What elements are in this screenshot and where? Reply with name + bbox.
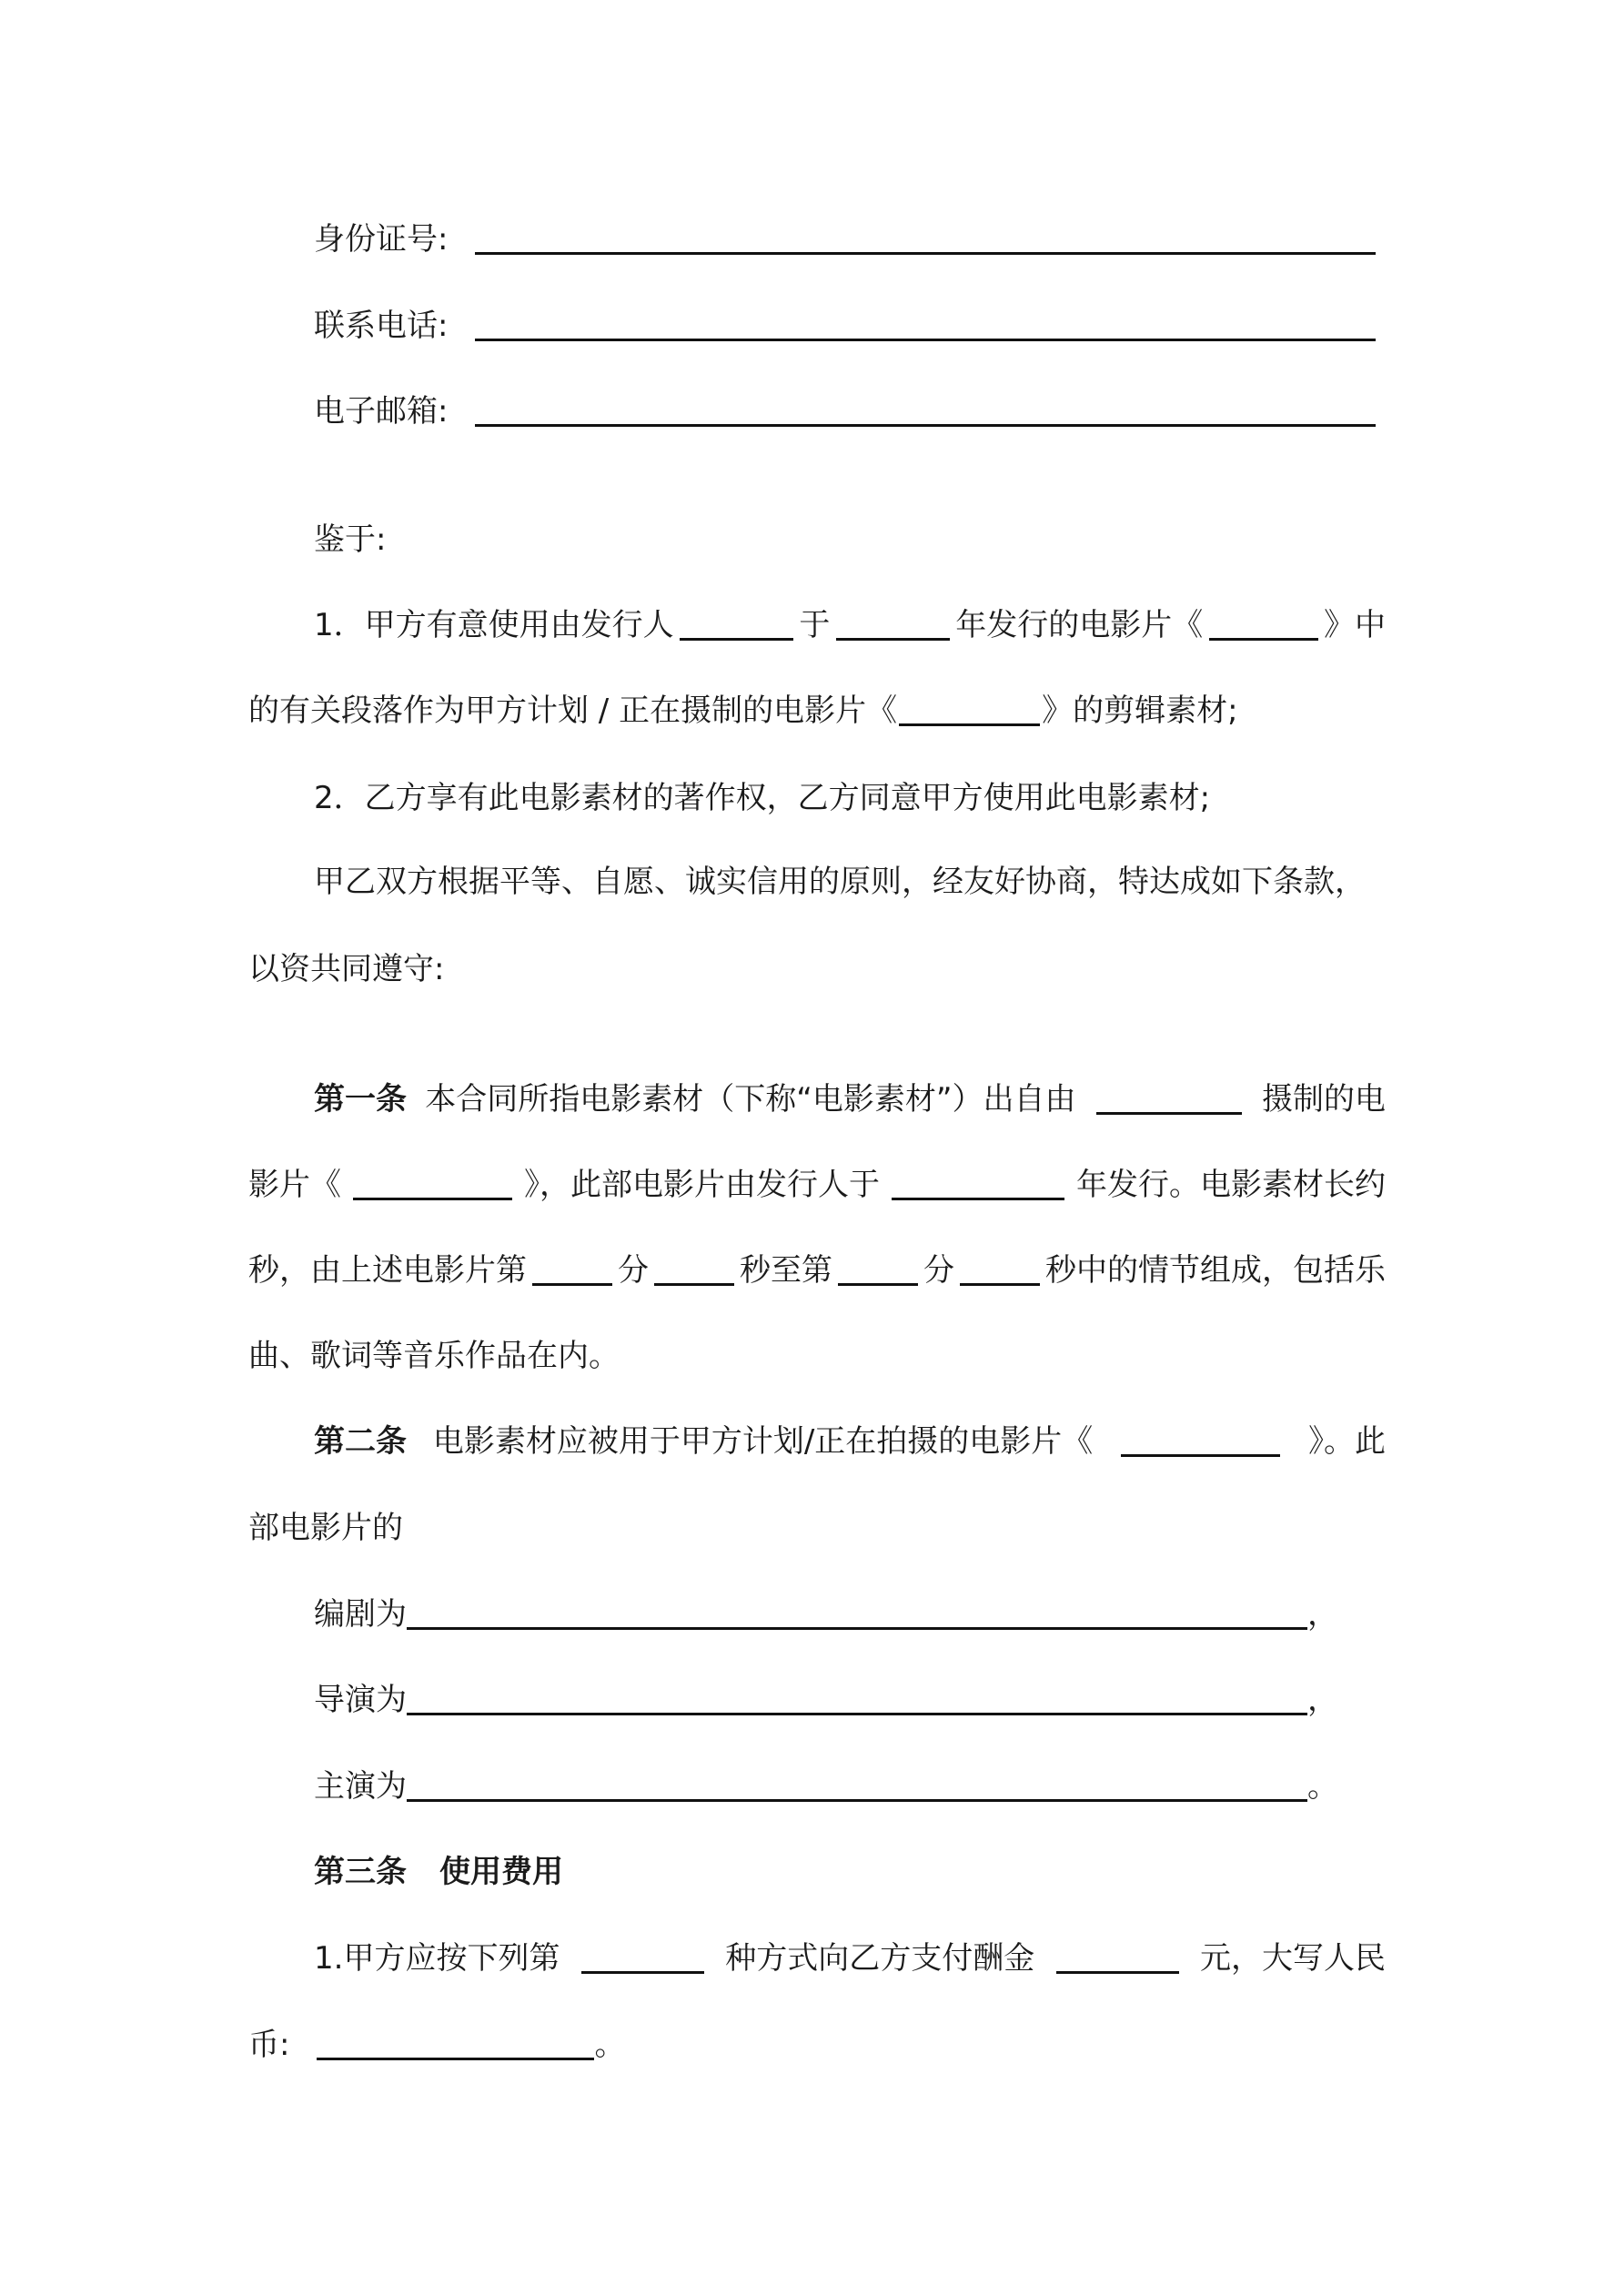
director-row [314, 1677, 1338, 1723]
phone-field-row [314, 303, 1377, 349]
recital-1-text-f: 》的剪辑素材; [1042, 693, 1238, 729]
article-3-heading-row [314, 1849, 563, 1895]
article-3-line-1 [314, 1936, 1386, 1981]
lead-actor-punct: 。 [1307, 1768, 1338, 1805]
film-release-year-blank[interactable] [892, 1170, 1064, 1200]
agreement-intro-text-b: 以资共同遵守: [248, 951, 445, 987]
article-3-text-b: 种方式向乙方支付酬金 [725, 1940, 1035, 1977]
recital-1-text-a: 1．甲方有意使用由发行人 [314, 607, 674, 643]
recital-2-text: 2．乙方享有此电影素材的著作权，乙方同意甲方使用此电影素材; [314, 780, 1211, 816]
agreement-intro-line-1 [314, 859, 1366, 905]
id-number-blank[interactable] [475, 225, 1376, 255]
article-1-line-3 [248, 1248, 1386, 1293]
recitals-heading [314, 517, 386, 562]
publisher-blank[interactable] [680, 611, 793, 641]
article-1-text-j: 秒中的情节组成，包括乐 [1045, 1252, 1386, 1289]
recital-1-text-c: 年发行的电影片《 [955, 607, 1204, 643]
recitals-heading-text: 鉴于: [314, 521, 387, 558]
recital-1-line-1 [314, 602, 1386, 648]
article-2-heading: 第二条 [314, 1423, 407, 1460]
screenwriter-label: 编剧为 [314, 1596, 407, 1633]
article-1-text-h: 秒至第 [740, 1252, 832, 1289]
article-3-title: 使用费用 [439, 1854, 563, 1890]
start-second-blank[interactable] [654, 1256, 734, 1286]
article-2-text-a: 电影素材应被用于甲方计划/正在拍摄的电影片《 [432, 1423, 1094, 1460]
article-1-line-4 [248, 1333, 620, 1379]
article-1-text-c: 影片《 [248, 1167, 341, 1203]
source-film-title-blank[interactable] [1209, 611, 1318, 641]
start-minute-blank[interactable] [532, 1256, 612, 1286]
agreement-intro-text-a: 甲乙双方根据平等、自愿、诚实信用的原则，经友好协商，特达成如下条款， [314, 864, 1366, 900]
article-1-text-d: 》，此部电影片由发行人于 [524, 1167, 880, 1203]
article-1-text-f: 秒，由上述电影片第 [248, 1252, 527, 1289]
screenwriter-punct: ， [1307, 1596, 1338, 1633]
film-title-blank[interactable] [353, 1170, 512, 1200]
article-1-text-g: 分 [618, 1252, 649, 1289]
article-1-text-e: 年发行。电影素材长约 [1076, 1167, 1386, 1203]
email-field-row [314, 389, 1377, 434]
director-blank[interactable] [407, 1685, 1307, 1715]
planned-film-title-blank[interactable] [1121, 1427, 1280, 1457]
target-film-title-blank[interactable] [899, 696, 1040, 726]
director-punct: ， [1307, 1682, 1338, 1718]
phone-label: 联系电话: [314, 308, 449, 344]
article-1-text-k: 曲、歌词等音乐作品在内。 [248, 1338, 620, 1374]
article-2-text-c: 部电影片的 [248, 1510, 403, 1546]
end-minute-blank[interactable] [838, 1256, 918, 1286]
recital-1-line-2 [248, 688, 1238, 733]
recital-1-text-e: 的有关段落作为甲方计划 / 正在摄制的电影片《 [248, 693, 898, 729]
lead-actor-row [314, 1764, 1338, 1809]
release-year-blank[interactable] [836, 611, 950, 641]
id-number-field-row [314, 217, 1377, 262]
article-1-text-b: 摄制的电 [1261, 1081, 1386, 1118]
payment-amount-blank[interactable] [1056, 1944, 1179, 1974]
end-second-blank[interactable] [960, 1256, 1040, 1286]
id-number-label: 身份证号: [314, 221, 449, 258]
recital-1-text-b: 于 [799, 607, 831, 643]
email-blank[interactable] [475, 397, 1376, 427]
article-1-line-2 [248, 1162, 1386, 1208]
article-2-line-2 [248, 1505, 403, 1551]
article-3-text-e: 。 [594, 2027, 626, 2063]
article-1-heading: 第一条 [314, 1081, 407, 1118]
article-3-heading: 第三条 [314, 1854, 407, 1890]
recital-2 [314, 775, 1210, 821]
article-2-line-1 [314, 1419, 1386, 1464]
article-1-text-a: 本合同所指电影素材（下称“电影素材”）出自由 [425, 1081, 1076, 1118]
article-3-text-d: 币: [248, 2027, 290, 2063]
screenwriter-row [314, 1592, 1338, 1637]
article-3-text-a: 1.甲方应按下列第 [314, 1940, 560, 1977]
lead-actor-label: 主演为 [314, 1768, 407, 1805]
article-3-line-2 [248, 2022, 625, 2068]
article-2-text-b: 》。此 [1308, 1423, 1386, 1460]
screenwriter-blank[interactable] [407, 1600, 1307, 1630]
agreement-intro-line-2 [248, 946, 444, 992]
article-1-text-i: 分 [923, 1252, 954, 1289]
article-1-line-1 [314, 1077, 1386, 1122]
phone-blank[interactable] [475, 311, 1376, 341]
recital-1-text-d: 》中 [1323, 607, 1386, 643]
payment-method-blank[interactable] [581, 1944, 704, 1974]
producer-blank[interactable] [1096, 1085, 1242, 1115]
director-label: 导演为 [314, 1682, 407, 1718]
article-3-text-c: 元，大写人民 [1199, 1940, 1386, 1977]
lead-actor-blank[interactable] [407, 1772, 1307, 1802]
amount-in-words-blank[interactable] [317, 2030, 594, 2060]
email-label: 电子邮箱: [314, 393, 449, 430]
